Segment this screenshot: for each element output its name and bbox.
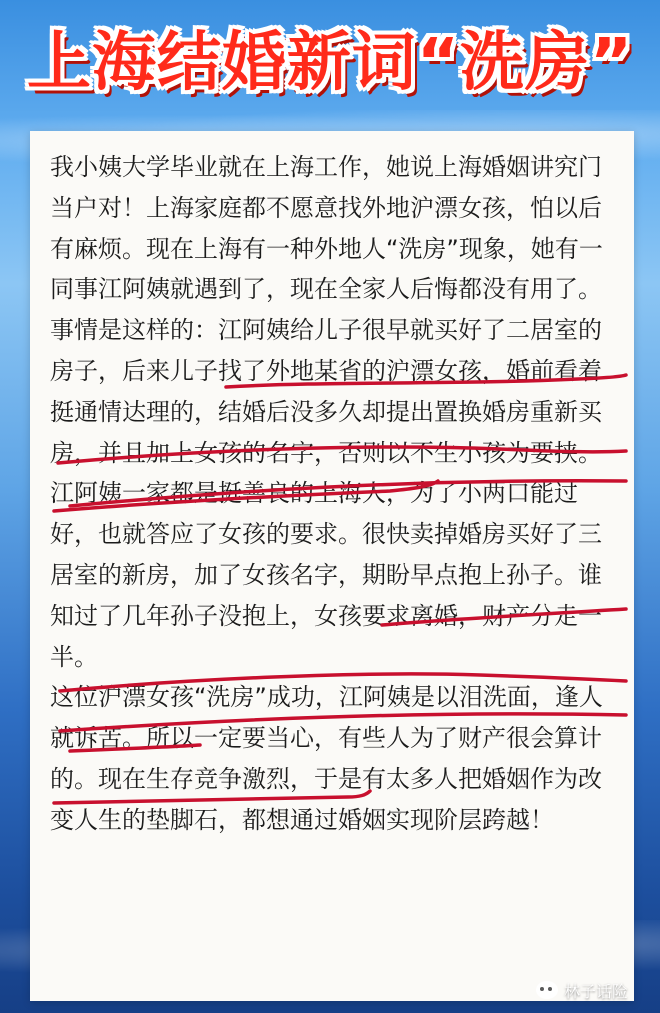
article-card bbox=[30, 131, 634, 1001]
article-body bbox=[50, 147, 620, 841]
paragraph-1: 我小姨大学毕业就在上海工作，她说上海婚姻讲究门当户对！上海家庭都不愿意找外地沪漂女孩，怕以后有麻烦。现在上海有一种外地人“洗房”现象，她有一同事江阿姨就遇到了，现在全家人后悔都没有用了。 bbox=[50, 153, 603, 304]
paragraph-3: 江阿姨一家都是挺善良的上海人，为了小两口能过好，也就答应了女孩的要求。很快卖掉婚房买好了三居室的新房，加了女孩名字，期盼早点抱上孙子。谁知过了几年孙子没抱上，女孩要求离婚，财产分走一半。 bbox=[50, 479, 602, 671]
watermark-label: 林子话险 bbox=[564, 981, 629, 1001]
watermark bbox=[536, 976, 628, 1004]
page-title: 上海结婚新词“洗房” bbox=[26, 26, 634, 100]
paragraph-2: 事情是这样的：江阿姨给儿子很早就买好了二居室的房子，后来儿子找了外地某省的沪漂女孩，婚前看着挺通情达理的，结婚后没多久却提出置换婚房重新买房，并且加上女孩的名字，否则以不生小孩为要挟。 bbox=[50, 316, 602, 467]
wechat-icon bbox=[536, 981, 558, 999]
paragraph-4: 这位沪漂女孩“洗房”成功，江阿姨是以泪洗面，逢人就诉苦。所以一定要当心，有些人为了财产很会算计的。现在生存竞争激烈，于是有太多人把婚姻作为改变人生的垫脚石，都想通过婚姻实现阶层跨越！ bbox=[50, 683, 603, 834]
